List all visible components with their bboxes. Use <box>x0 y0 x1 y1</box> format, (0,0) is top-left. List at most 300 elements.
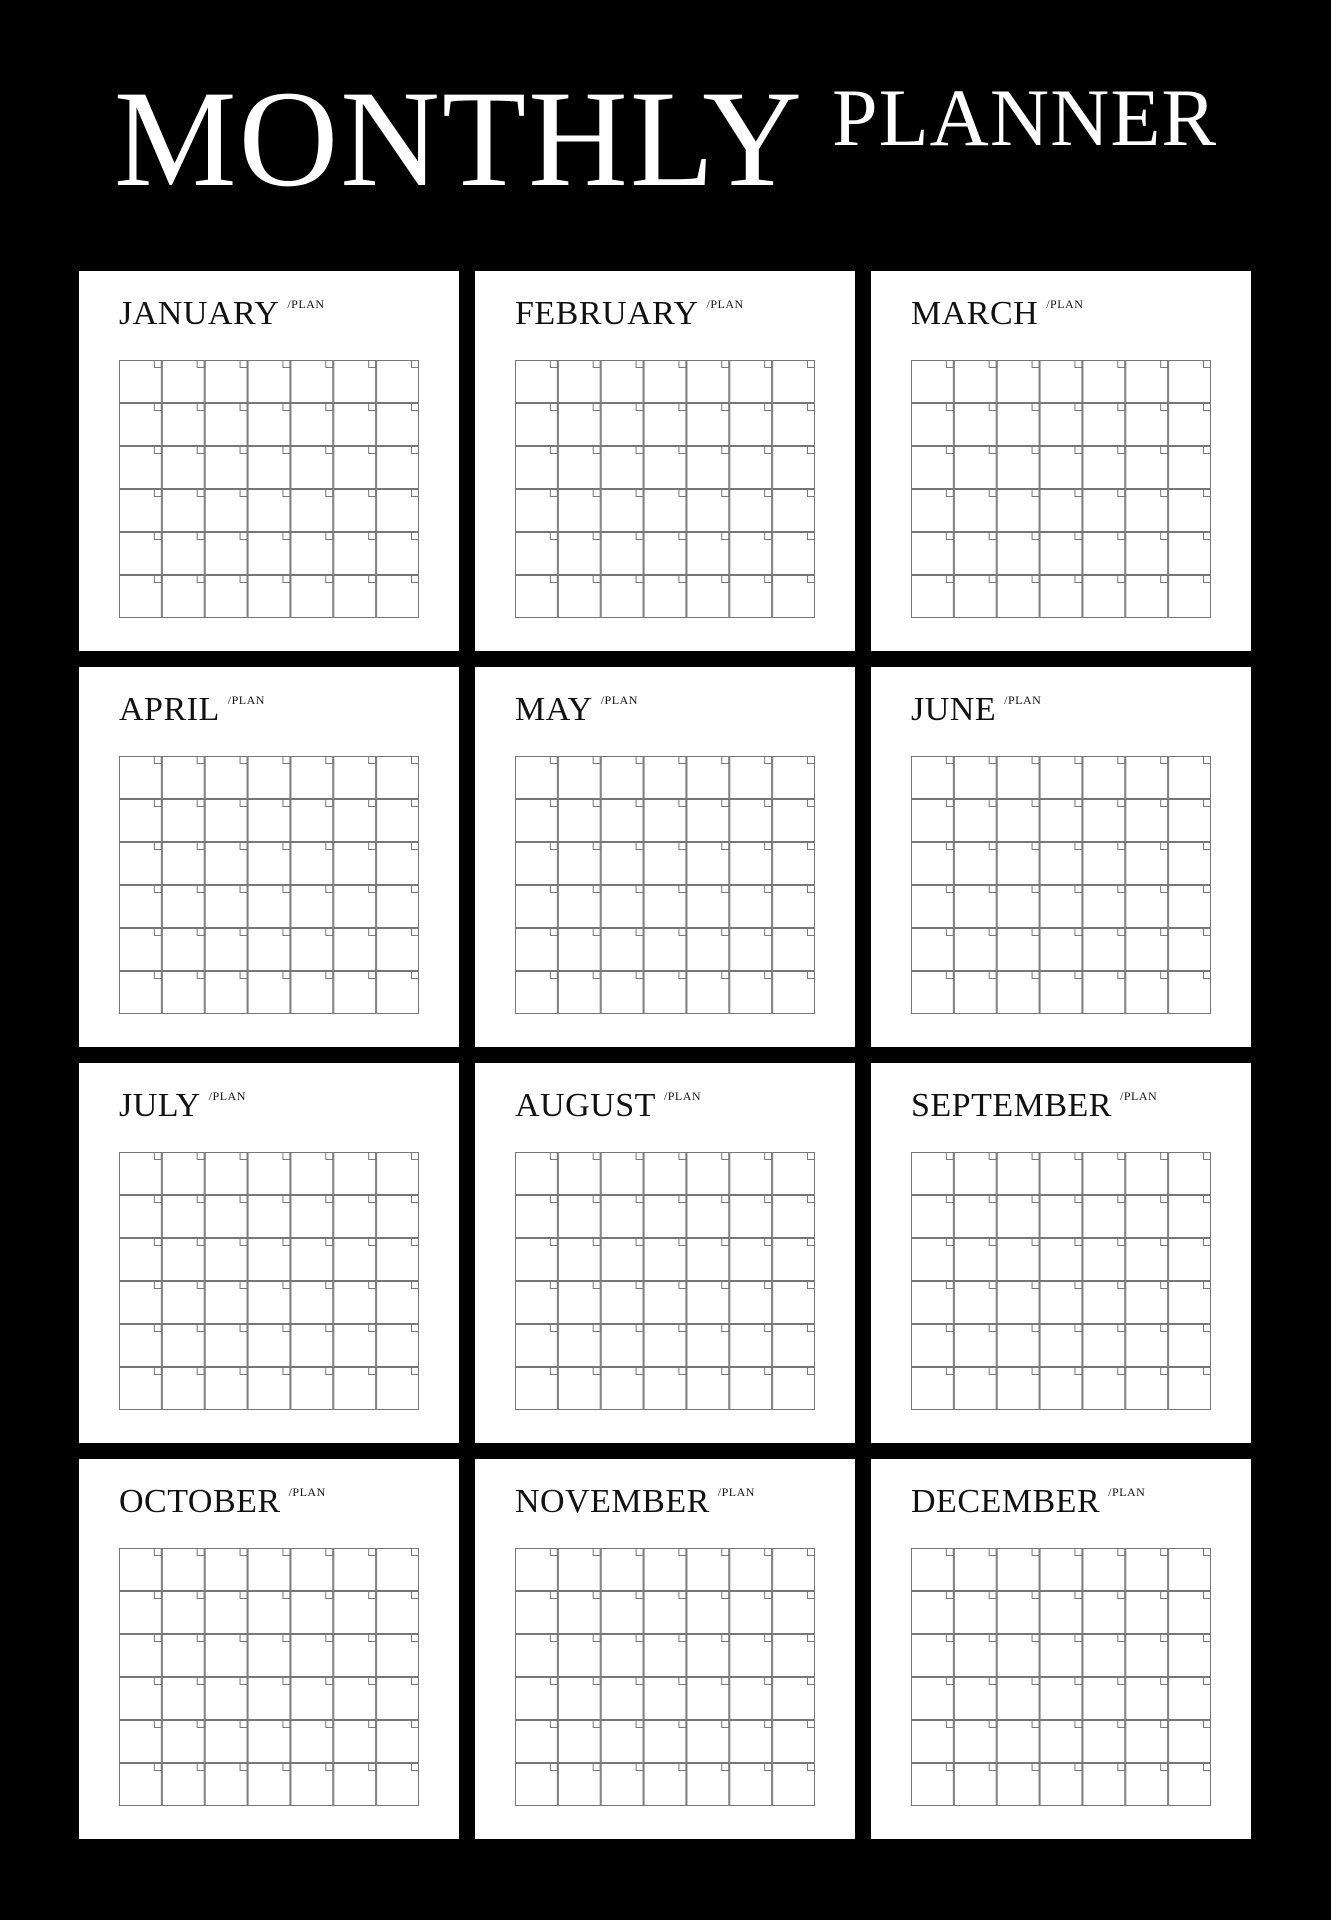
day-cell[interactable] <box>730 1153 772 1195</box>
day-cell[interactable] <box>773 533 815 575</box>
day-cell[interactable] <box>912 1239 954 1281</box>
day-cell[interactable] <box>120 1592 162 1634</box>
day-cell[interactable] <box>773 447 815 489</box>
day-cell[interactable] <box>912 1764 954 1806</box>
day-cell[interactable] <box>773 1678 815 1720</box>
day-cell[interactable] <box>1126 757 1168 799</box>
day-cell[interactable] <box>1169 490 1211 532</box>
day-cell[interactable] <box>773 757 815 799</box>
day-cell[interactable] <box>644 533 686 575</box>
day-cell[interactable] <box>291 1239 333 1281</box>
day-cell[interactable] <box>1040 1549 1082 1591</box>
day-cell[interactable] <box>730 1592 772 1634</box>
day-cell[interactable] <box>687 1635 729 1677</box>
day-cell[interactable] <box>912 1678 954 1720</box>
day-cell[interactable] <box>1040 757 1082 799</box>
day-cell[interactable] <box>291 1635 333 1677</box>
day-cell[interactable] <box>1126 1368 1168 1410</box>
day-cell[interactable] <box>997 1635 1039 1677</box>
day-cell[interactable] <box>601 972 643 1014</box>
day-cell[interactable] <box>516 1153 558 1195</box>
day-cell[interactable] <box>1169 800 1211 842</box>
day-cell[interactable] <box>912 490 954 532</box>
day-cell[interactable] <box>291 757 333 799</box>
day-cell[interactable] <box>954 361 996 403</box>
calendar-grid[interactable] <box>119 360 419 618</box>
day-cell[interactable] <box>558 1764 600 1806</box>
day-cell[interactable] <box>954 1325 996 1367</box>
day-cell[interactable] <box>1040 929 1082 971</box>
day-cell[interactable] <box>558 404 600 446</box>
day-cell[interactable] <box>1169 533 1211 575</box>
day-cell[interactable] <box>205 490 247 532</box>
day-cell[interactable] <box>120 843 162 885</box>
day-cell[interactable] <box>954 1368 996 1410</box>
day-cell[interactable] <box>644 1592 686 1634</box>
day-cell[interactable] <box>954 1764 996 1806</box>
day-cell[interactable] <box>730 1239 772 1281</box>
day-cell[interactable] <box>377 1635 419 1677</box>
day-cell[interactable] <box>291 533 333 575</box>
day-cell[interactable] <box>1126 1282 1168 1324</box>
day-cell[interactable] <box>1169 886 1211 928</box>
day-cell[interactable] <box>1083 576 1125 618</box>
day-cell[interactable] <box>1040 972 1082 1014</box>
day-cell[interactable] <box>516 490 558 532</box>
day-cell[interactable] <box>1126 1721 1168 1763</box>
day-cell[interactable] <box>558 800 600 842</box>
day-cell[interactable] <box>1040 1764 1082 1806</box>
day-cell[interactable] <box>1169 576 1211 618</box>
day-cell[interactable] <box>248 1678 290 1720</box>
day-cell[interactable] <box>1126 1549 1168 1591</box>
day-cell[interactable] <box>291 972 333 1014</box>
day-cell[interactable] <box>1040 886 1082 928</box>
day-cell[interactable] <box>730 1721 772 1763</box>
day-cell[interactable] <box>205 1196 247 1238</box>
day-cell[interactable] <box>377 886 419 928</box>
day-cell[interactable] <box>120 404 162 446</box>
day-cell[interactable] <box>954 447 996 489</box>
day-cell[interactable] <box>644 361 686 403</box>
day-cell[interactable] <box>377 576 419 618</box>
day-cell[interactable] <box>954 1635 996 1677</box>
day-cell[interactable] <box>334 361 376 403</box>
day-cell[interactable] <box>162 576 204 618</box>
day-cell[interactable] <box>558 1196 600 1238</box>
day-cell[interactable] <box>644 447 686 489</box>
day-cell[interactable] <box>120 533 162 575</box>
day-cell[interactable] <box>1083 1368 1125 1410</box>
day-cell[interactable] <box>954 1282 996 1324</box>
day-cell[interactable] <box>205 447 247 489</box>
day-cell[interactable] <box>730 361 772 403</box>
day-cell[interactable] <box>377 447 419 489</box>
calendar-grid[interactable] <box>515 1548 815 1806</box>
day-cell[interactable] <box>291 1592 333 1634</box>
day-cell[interactable] <box>912 1325 954 1367</box>
day-cell[interactable] <box>644 1153 686 1195</box>
day-cell[interactable] <box>997 1325 1039 1367</box>
day-cell[interactable] <box>687 1153 729 1195</box>
calendar-grid[interactable] <box>515 756 815 1014</box>
day-cell[interactable] <box>291 1549 333 1591</box>
day-cell[interactable] <box>558 843 600 885</box>
day-cell[interactable] <box>1083 1721 1125 1763</box>
day-cell[interactable] <box>1126 404 1168 446</box>
day-cell[interactable] <box>1126 1635 1168 1677</box>
day-cell[interactable] <box>773 800 815 842</box>
day-cell[interactable] <box>773 361 815 403</box>
day-cell[interactable] <box>291 576 333 618</box>
day-cell[interactable] <box>1126 1678 1168 1720</box>
day-cell[interactable] <box>162 490 204 532</box>
day-cell[interactable] <box>773 972 815 1014</box>
day-cell[interactable] <box>1169 1678 1211 1720</box>
day-cell[interactable] <box>601 1325 643 1367</box>
day-cell[interactable] <box>773 1721 815 1763</box>
day-cell[interactable] <box>773 490 815 532</box>
day-cell[interactable] <box>997 1678 1039 1720</box>
day-cell[interactable] <box>162 1549 204 1591</box>
day-cell[interactable] <box>291 1764 333 1806</box>
day-cell[interactable] <box>1040 490 1082 532</box>
day-cell[interactable] <box>248 447 290 489</box>
day-cell[interactable] <box>120 757 162 799</box>
day-cell[interactable] <box>730 533 772 575</box>
day-cell[interactable] <box>1040 1678 1082 1720</box>
day-cell[interactable] <box>248 843 290 885</box>
calendar-grid[interactable] <box>911 360 1211 618</box>
day-cell[interactable] <box>291 843 333 885</box>
day-cell[interactable] <box>377 1325 419 1367</box>
day-cell[interactable] <box>377 929 419 971</box>
day-cell[interactable] <box>1169 1239 1211 1281</box>
day-cell[interactable] <box>377 404 419 446</box>
day-cell[interactable] <box>601 929 643 971</box>
day-cell[interactable] <box>291 886 333 928</box>
day-cell[interactable] <box>248 1764 290 1806</box>
day-cell[interactable] <box>516 1764 558 1806</box>
day-cell[interactable] <box>644 1635 686 1677</box>
day-cell[interactable] <box>730 576 772 618</box>
day-cell[interactable] <box>248 1282 290 1324</box>
day-cell[interactable] <box>377 1196 419 1238</box>
day-cell[interactable] <box>1083 1153 1125 1195</box>
day-cell[interactable] <box>120 1282 162 1324</box>
day-cell[interactable] <box>162 972 204 1014</box>
day-cell[interactable] <box>601 576 643 618</box>
day-cell[interactable] <box>997 1592 1039 1634</box>
day-cell[interactable] <box>558 1239 600 1281</box>
day-cell[interactable] <box>954 490 996 532</box>
day-cell[interactable] <box>334 490 376 532</box>
day-cell[interactable] <box>248 1325 290 1367</box>
day-cell[interactable] <box>1126 576 1168 618</box>
calendar-grid[interactable] <box>515 360 815 618</box>
day-cell[interactable] <box>687 1368 729 1410</box>
day-cell[interactable] <box>644 886 686 928</box>
day-cell[interactable] <box>516 447 558 489</box>
day-cell[interactable] <box>334 1325 376 1367</box>
day-cell[interactable] <box>997 490 1039 532</box>
day-cell[interactable] <box>377 1764 419 1806</box>
day-cell[interactable] <box>730 1635 772 1677</box>
day-cell[interactable] <box>730 843 772 885</box>
day-cell[interactable] <box>997 800 1039 842</box>
day-cell[interactable] <box>687 886 729 928</box>
day-cell[interactable] <box>1126 1325 1168 1367</box>
day-cell[interactable] <box>558 447 600 489</box>
day-cell[interactable] <box>558 1368 600 1410</box>
day-cell[interactable] <box>162 1325 204 1367</box>
calendar-grid[interactable] <box>911 756 1211 1014</box>
day-cell[interactable] <box>601 1678 643 1720</box>
day-cell[interactable] <box>205 1239 247 1281</box>
day-cell[interactable] <box>1040 576 1082 618</box>
day-cell[interactable] <box>954 843 996 885</box>
day-cell[interactable] <box>1040 1635 1082 1677</box>
day-cell[interactable] <box>644 972 686 1014</box>
day-cell[interactable] <box>291 1196 333 1238</box>
day-cell[interactable] <box>912 757 954 799</box>
day-cell[interactable] <box>1169 1721 1211 1763</box>
day-cell[interactable] <box>601 1153 643 1195</box>
day-cell[interactable] <box>601 800 643 842</box>
day-cell[interactable] <box>558 361 600 403</box>
day-cell[interactable] <box>644 1282 686 1324</box>
day-cell[interactable] <box>377 800 419 842</box>
day-cell[interactable] <box>377 361 419 403</box>
day-cell[interactable] <box>205 1592 247 1634</box>
day-cell[interactable] <box>120 1325 162 1367</box>
day-cell[interactable] <box>516 533 558 575</box>
day-cell[interactable] <box>912 1721 954 1763</box>
day-cell[interactable] <box>954 1549 996 1591</box>
day-cell[interactable] <box>1083 533 1125 575</box>
day-cell[interactable] <box>601 1282 643 1324</box>
day-cell[interactable] <box>730 1678 772 1720</box>
day-cell[interactable] <box>997 972 1039 1014</box>
day-cell[interactable] <box>1169 1764 1211 1806</box>
day-cell[interactable] <box>558 533 600 575</box>
day-cell[interactable] <box>334 1764 376 1806</box>
day-cell[interactable] <box>730 404 772 446</box>
day-cell[interactable] <box>601 490 643 532</box>
day-cell[interactable] <box>954 972 996 1014</box>
day-cell[interactable] <box>601 1549 643 1591</box>
day-cell[interactable] <box>334 1153 376 1195</box>
day-cell[interactable] <box>687 576 729 618</box>
day-cell[interactable] <box>954 1592 996 1634</box>
day-cell[interactable] <box>687 1592 729 1634</box>
day-cell[interactable] <box>334 800 376 842</box>
day-cell[interactable] <box>773 1282 815 1324</box>
day-cell[interactable] <box>1083 1764 1125 1806</box>
day-cell[interactable] <box>1126 1239 1168 1281</box>
day-cell[interactable] <box>120 1635 162 1677</box>
day-cell[interactable] <box>912 1635 954 1677</box>
day-cell[interactable] <box>516 1325 558 1367</box>
day-cell[interactable] <box>248 576 290 618</box>
day-cell[interactable] <box>291 1368 333 1410</box>
day-cell[interactable] <box>1083 800 1125 842</box>
day-cell[interactable] <box>997 404 1039 446</box>
day-cell[interactable] <box>687 1678 729 1720</box>
day-cell[interactable] <box>1169 929 1211 971</box>
calendar-grid[interactable] <box>119 756 419 1014</box>
day-cell[interactable] <box>205 1764 247 1806</box>
day-cell[interactable] <box>162 800 204 842</box>
day-cell[interactable] <box>687 447 729 489</box>
day-cell[interactable] <box>912 886 954 928</box>
day-cell[interactable] <box>1040 1721 1082 1763</box>
day-cell[interactable] <box>601 447 643 489</box>
day-cell[interactable] <box>205 1549 247 1591</box>
day-cell[interactable] <box>377 1592 419 1634</box>
day-cell[interactable] <box>1040 361 1082 403</box>
day-cell[interactable] <box>912 1282 954 1324</box>
day-cell[interactable] <box>1083 1282 1125 1324</box>
day-cell[interactable] <box>644 1368 686 1410</box>
day-cell[interactable] <box>120 1549 162 1591</box>
day-cell[interactable] <box>334 929 376 971</box>
day-cell[interactable] <box>730 1549 772 1591</box>
day-cell[interactable] <box>954 1239 996 1281</box>
day-cell[interactable] <box>773 843 815 885</box>
day-cell[interactable] <box>162 1196 204 1238</box>
day-cell[interactable] <box>644 1549 686 1591</box>
day-cell[interactable] <box>687 1325 729 1367</box>
day-cell[interactable] <box>1126 447 1168 489</box>
day-cell[interactable] <box>1040 1592 1082 1634</box>
day-cell[interactable] <box>248 361 290 403</box>
day-cell[interactable] <box>912 361 954 403</box>
day-cell[interactable] <box>205 1282 247 1324</box>
day-cell[interactable] <box>997 1153 1039 1195</box>
day-cell[interactable] <box>730 1764 772 1806</box>
day-cell[interactable] <box>1169 1549 1211 1591</box>
day-cell[interactable] <box>120 1721 162 1763</box>
day-cell[interactable] <box>248 1592 290 1634</box>
day-cell[interactable] <box>334 1549 376 1591</box>
day-cell[interactable] <box>516 576 558 618</box>
day-cell[interactable] <box>205 404 247 446</box>
day-cell[interactable] <box>1169 1196 1211 1238</box>
day-cell[interactable] <box>954 533 996 575</box>
day-cell[interactable] <box>954 404 996 446</box>
day-cell[interactable] <box>1126 843 1168 885</box>
day-cell[interactable] <box>1169 1153 1211 1195</box>
day-cell[interactable] <box>377 1153 419 1195</box>
day-cell[interactable] <box>248 972 290 1014</box>
day-cell[interactable] <box>1169 1368 1211 1410</box>
day-cell[interactable] <box>120 1153 162 1195</box>
day-cell[interactable] <box>687 404 729 446</box>
day-cell[interactable] <box>248 1196 290 1238</box>
day-cell[interactable] <box>516 1196 558 1238</box>
day-cell[interactable] <box>558 1592 600 1634</box>
day-cell[interactable] <box>248 404 290 446</box>
day-cell[interactable] <box>730 1368 772 1410</box>
day-cell[interactable] <box>912 404 954 446</box>
day-cell[interactable] <box>687 843 729 885</box>
day-cell[interactable] <box>1169 447 1211 489</box>
day-cell[interactable] <box>516 886 558 928</box>
calendar-grid[interactable] <box>515 1152 815 1410</box>
day-cell[interactable] <box>954 886 996 928</box>
day-cell[interactable] <box>291 404 333 446</box>
day-cell[interactable] <box>1083 1196 1125 1238</box>
day-cell[interactable] <box>773 1325 815 1367</box>
day-cell[interactable] <box>205 361 247 403</box>
day-cell[interactable] <box>334 1721 376 1763</box>
day-cell[interactable] <box>644 800 686 842</box>
day-cell[interactable] <box>205 757 247 799</box>
day-cell[interactable] <box>334 533 376 575</box>
day-cell[interactable] <box>954 929 996 971</box>
day-cell[interactable] <box>120 1764 162 1806</box>
day-cell[interactable] <box>377 1368 419 1410</box>
day-cell[interactable] <box>334 1282 376 1324</box>
day-cell[interactable] <box>248 1153 290 1195</box>
day-cell[interactable] <box>558 1282 600 1324</box>
day-cell[interactable] <box>162 1153 204 1195</box>
day-cell[interactable] <box>1040 843 1082 885</box>
day-cell[interactable] <box>1040 1325 1082 1367</box>
day-cell[interactable] <box>516 1721 558 1763</box>
day-cell[interactable] <box>601 757 643 799</box>
day-cell[interactable] <box>291 800 333 842</box>
day-cell[interactable] <box>120 1368 162 1410</box>
day-cell[interactable] <box>601 404 643 446</box>
day-cell[interactable] <box>1126 361 1168 403</box>
day-cell[interactable] <box>912 1196 954 1238</box>
day-cell[interactable] <box>730 1196 772 1238</box>
day-cell[interactable] <box>997 1549 1039 1591</box>
day-cell[interactable] <box>954 1153 996 1195</box>
day-cell[interactable] <box>248 929 290 971</box>
day-cell[interactable] <box>644 757 686 799</box>
day-cell[interactable] <box>601 886 643 928</box>
day-cell[interactable] <box>558 1635 600 1677</box>
day-cell[interactable] <box>205 1678 247 1720</box>
day-cell[interactable] <box>730 929 772 971</box>
day-cell[interactable] <box>1083 1592 1125 1634</box>
day-cell[interactable] <box>687 361 729 403</box>
day-cell[interactable] <box>644 404 686 446</box>
day-cell[interactable] <box>334 1592 376 1634</box>
day-cell[interactable] <box>1169 757 1211 799</box>
day-cell[interactable] <box>162 361 204 403</box>
day-cell[interactable] <box>334 1635 376 1677</box>
day-cell[interactable] <box>1083 447 1125 489</box>
day-cell[interactable] <box>205 929 247 971</box>
day-cell[interactable] <box>1126 1196 1168 1238</box>
day-cell[interactable] <box>954 1678 996 1720</box>
day-cell[interactable] <box>773 1196 815 1238</box>
day-cell[interactable] <box>334 972 376 1014</box>
day-cell[interactable] <box>1126 886 1168 928</box>
day-cell[interactable] <box>1083 1239 1125 1281</box>
day-cell[interactable] <box>334 1368 376 1410</box>
day-cell[interactable] <box>516 929 558 971</box>
day-cell[interactable] <box>1169 1325 1211 1367</box>
day-cell[interactable] <box>516 1635 558 1677</box>
day-cell[interactable] <box>1126 490 1168 532</box>
day-cell[interactable] <box>248 1721 290 1763</box>
day-cell[interactable] <box>120 929 162 971</box>
